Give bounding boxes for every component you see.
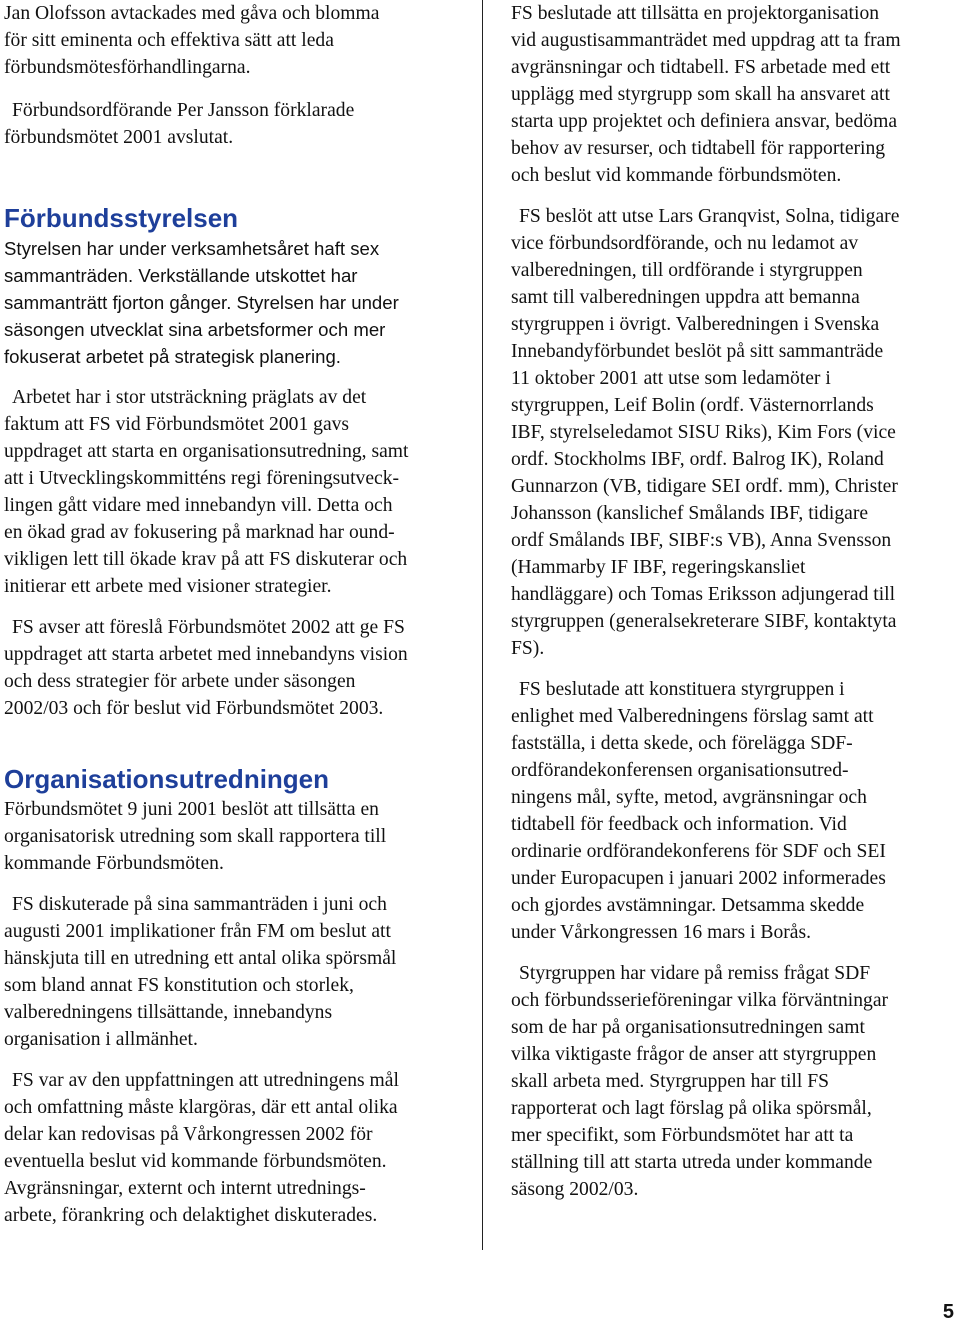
page-number: 5 (942, 1301, 954, 1323)
paragraph-remiss: Styrgruppen har vidare på remiss frågat SDF och förbundsserieföreningar vilka förväntningar som de har på organisationsutredningen samt vilka viktigaste frågor de anser att styrgruppen skall arbeta med. Styrgruppen har till FS rapporterat och lagt förslag på olika spörsmål, mer specifikt, som Förbundsmötet har att ta ställning till att starta utreda under kommande säsong 2002/03. (511, 963, 889, 1200)
paragraph-arbetet: Arbetet har i stor utsträckning präglats av det faktum att FS vid Förbundsmötet 2001 gavs uppdraget att starta en organisationsutredning, samt att i Utvecklingskommitténs regi föreningsutveck- lingen gått vidare med innebandyn vill. Detta och en ökad grad av fokusering på marknad har ound- vikligen lett till ökade krav på att FS diskuterar och initierar ett arbete med visioner strategier. (4, 387, 409, 597)
paragraph-konstituera: FS beslutade att konstituera styrgruppen i enlighet med Valberedningens förslag samt att fastställa, i detta skede, och förelägga SDF- ordförandekonferensen organisationsutred- ningens mål, syfte, metod, avgränsningar och tidtabell för feedback och information. Vid ordinarie ordförandekonferens för SDF och SEI under Europacupen i januari 2002 informerades och gjordes avstämningar. Detsamma skedde under Vårkongressen 16 mars i Borås. (511, 679, 886, 943)
paragraph-fs-diskuterade: FS diskuterade på sina sammanträden i juni och augusti 2001 implikationer från FM om beslut att hänskjuta till en utredning ett antal olika spörsmål som bland annat FS konstitution och storlek, valberedningens tillsättande, innebandyns organisation i allmänhet. (4, 894, 397, 1050)
paragraph-styrgrupp-members: FS beslöt att utse Lars Granqvist, Solna, tidigare vice förbundsordförande, och nu ledamot av valberedningen, till ordförande i styrgruppen samt till valberedningen uppdra att bemanna styrgruppen i övrigt. Valberedningen i Svenska Innebandyförbundet beslöt på sitt sammanträde 11 oktober 2001 att utse som ledamöter i styrgruppen, Leif Bolin (ordf. Västernorrlands IBF, styrelseledamot SISU Riks), Kim Fors (vice ordf. Stockholms IBF, ordf. Balrog IK), Roland Gunnarzon (VB, tidigare SEI ordf. mm), Christer Johansson (kanslichef Smålands IBF, tidigare ordf Smålands IBF, SIBF:s VB), Anna Svensson (Hammarby IF IBF, regeringskansliet handläggare) och Tomas Eriksson adjungerad till styrgruppen (generalsekreterare SIBF, kontaktyta FS). (511, 206, 900, 659)
paragraph-fs-avser: FS avser att föreslå Förbundsmötet 2002 att ge FS uppdraget att starta arbetet med innebandyns vision och dess strategier för arbete under säsongen 2002/03 och för beslut vid Förbundsmötet 2003. (4, 617, 408, 719)
paragraph-fs-var: FS var av den uppfattningen att utredningens mål och omfattning måste klargöras, där ett antal olika delar kan redovisas på Vårkongressen 2002 för eventuella beslut vid kommande förbundsmöten. Avgränsningar, externt och internt utrednings- arbete, förankring och delaktighet diskuterades. (4, 1070, 399, 1226)
paragraph-forbundsmotet: Förbundsmötet 9 juni 2001 beslöt att tillsätta en organisatorisk utredning som skall rapportera till kommande Förbundsmöten. (4, 799, 387, 874)
column-divider (482, 0, 483, 1250)
paragraph-closing: Förbundsordförande Per Jansson förklarade förbundsmötet 2001 avslutat. (4, 100, 355, 148)
paragraph-thanks: Jan Olofsson avtackades med gåva och blomma för sitt eminenta och effektiva sätt att leda förbundsmötesförhandlingarna. (4, 3, 380, 78)
heading-forbundsstyrelsen: Förbundsstyrelsen (4, 203, 239, 233)
right-column (511, 0, 959, 1217)
paragraph-projektorganisation: FS beslutade att tillsätta en projektorganisation vid augustisammanträdet med uppdrag att ta fram avgränsningar och tidtabell. FS arbetade med ett upplägg med styrgrupp som skall ha ansvaret att starta upp projektet och definiera ansvar, bedöma behov av resurser, och tidtabell för rapportering och beslut vid kommande förbundsmöten. (511, 3, 901, 186)
left-column (4, 0, 470, 1243)
heading-organisationsutredningen: Organisationsutredningen (4, 764, 330, 794)
paragraph-styrelsen: Styrelsen har under verksamhetsåret haft sex sammanträden. Verkställande utskottet har sammanträtt fjorton gånger. Styrelsen har under säsongen utvecklat sina arbetsformer och mer fokuserat arbetet på strategisk planering. (4, 238, 399, 367)
